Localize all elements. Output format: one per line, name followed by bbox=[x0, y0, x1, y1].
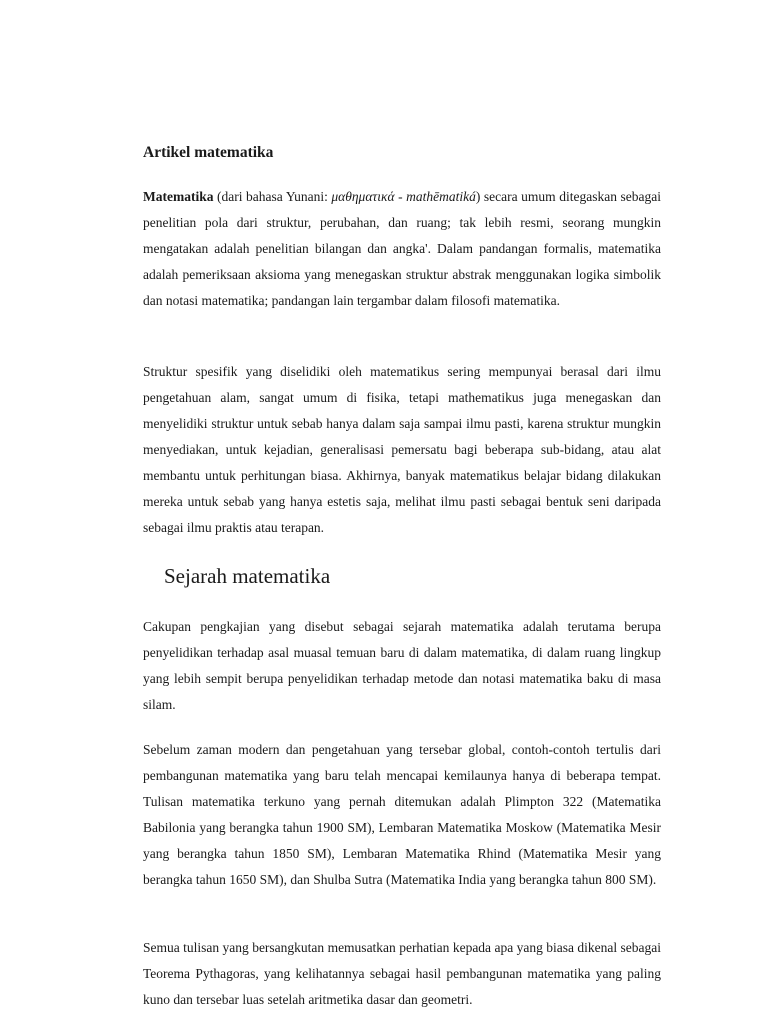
intro-transliteration: mathēmatiká bbox=[406, 189, 476, 204]
intro-term: Matematika bbox=[143, 189, 214, 204]
intro-separator: - bbox=[394, 189, 407, 204]
intro-greek-term: μαθηματικά bbox=[331, 189, 395, 204]
body-paragraph: Struktur spesifik yang diselidiki oleh matematikus sering mempunyai berasal dari ilmu pengetahuan alam, sangat umum di fisika, tetapi mathematikus juga menegaskan dan menyelidiki struktur untuk sebab hanya dalam saja sampai ilmu pasti, karena struktur mungkin menyediakan, untuk kejadian, generalisasi pemersatu bagi beberapa sub-bidang, atau alat membantu untuk perhitungan biasa. Akhirnya, banyak matematikus belajar bidang dilakukan mereka untuk sebab yang hanya estetis saja, melihat ilmu pasti sebagai bentuk seni daripada sebagai ilmu praktis atau terapan. bbox=[143, 364, 661, 535]
intro-text-after: ) secara umum ditegaskan sebagai penelitian pola dari struktur, perubahan, dan ruang; tak lebih resmi, seorang mungkin mengatakan adalah penelitian bilangan dan angka'. Dalam pandangan formalis, matematika adalah pemeriksaan aksioma yang menegaskan struktur abstrak menggunakan logika simbolik dan notasi matematika; pandangan lain tergambar dalam filosofi matematika. bbox=[143, 189, 661, 308]
intro-paragraph bbox=[143, 184, 661, 314]
intro-text-before-greek: (dari bahasa Yunani: bbox=[213, 189, 332, 204]
document-title: Artikel matematika bbox=[143, 144, 274, 161]
body-paragraph: Cakupan pengkajian yang disebut sebagai sejarah matematika adalah terutama berupa penyelidikan terhadap asal muasal temuan baru di dalam matematika, di dalam ruang lingkup yang lebih sempit berupa penyelidikan terhadap metode dan notasi matematika baku di masa silam. bbox=[143, 619, 661, 712]
section-heading: Sejarah matematika bbox=[164, 564, 331, 588]
body-paragraph: Semua tulisan yang bersangkutan memusatkan perhatian kepada apa yang biasa dikenal sebagai Teorema Pythagoras, yang kelihatannya sebagai hasil pembangunan matematika yang paling kuno dan tersebar luas setelah aritmetika dasar dan geometri. bbox=[143, 940, 661, 1007]
body-paragraph: Sebelum zaman modern dan pengetahuan yang tersebar global, contoh-contoh tertulis dari pembangunan matematika yang baru telah mencapai kemilaunya hanya di beberapa tempat. Tulisan matematika terkuno yang pernah ditemukan adalah Plimpton 322 (Matematika Babilonia yang berangka tahun 1900 SM), Lembaran Matematika Moskow (Matematika Mesir yang berangka tahun 1850 SM), Lembaran Matematika Rhind (Matematika Mesir yang berangka tahun 1650 SM), dan Shulba Sutra (Matematika India yang berangka tahun 800 SM). bbox=[143, 742, 661, 887]
